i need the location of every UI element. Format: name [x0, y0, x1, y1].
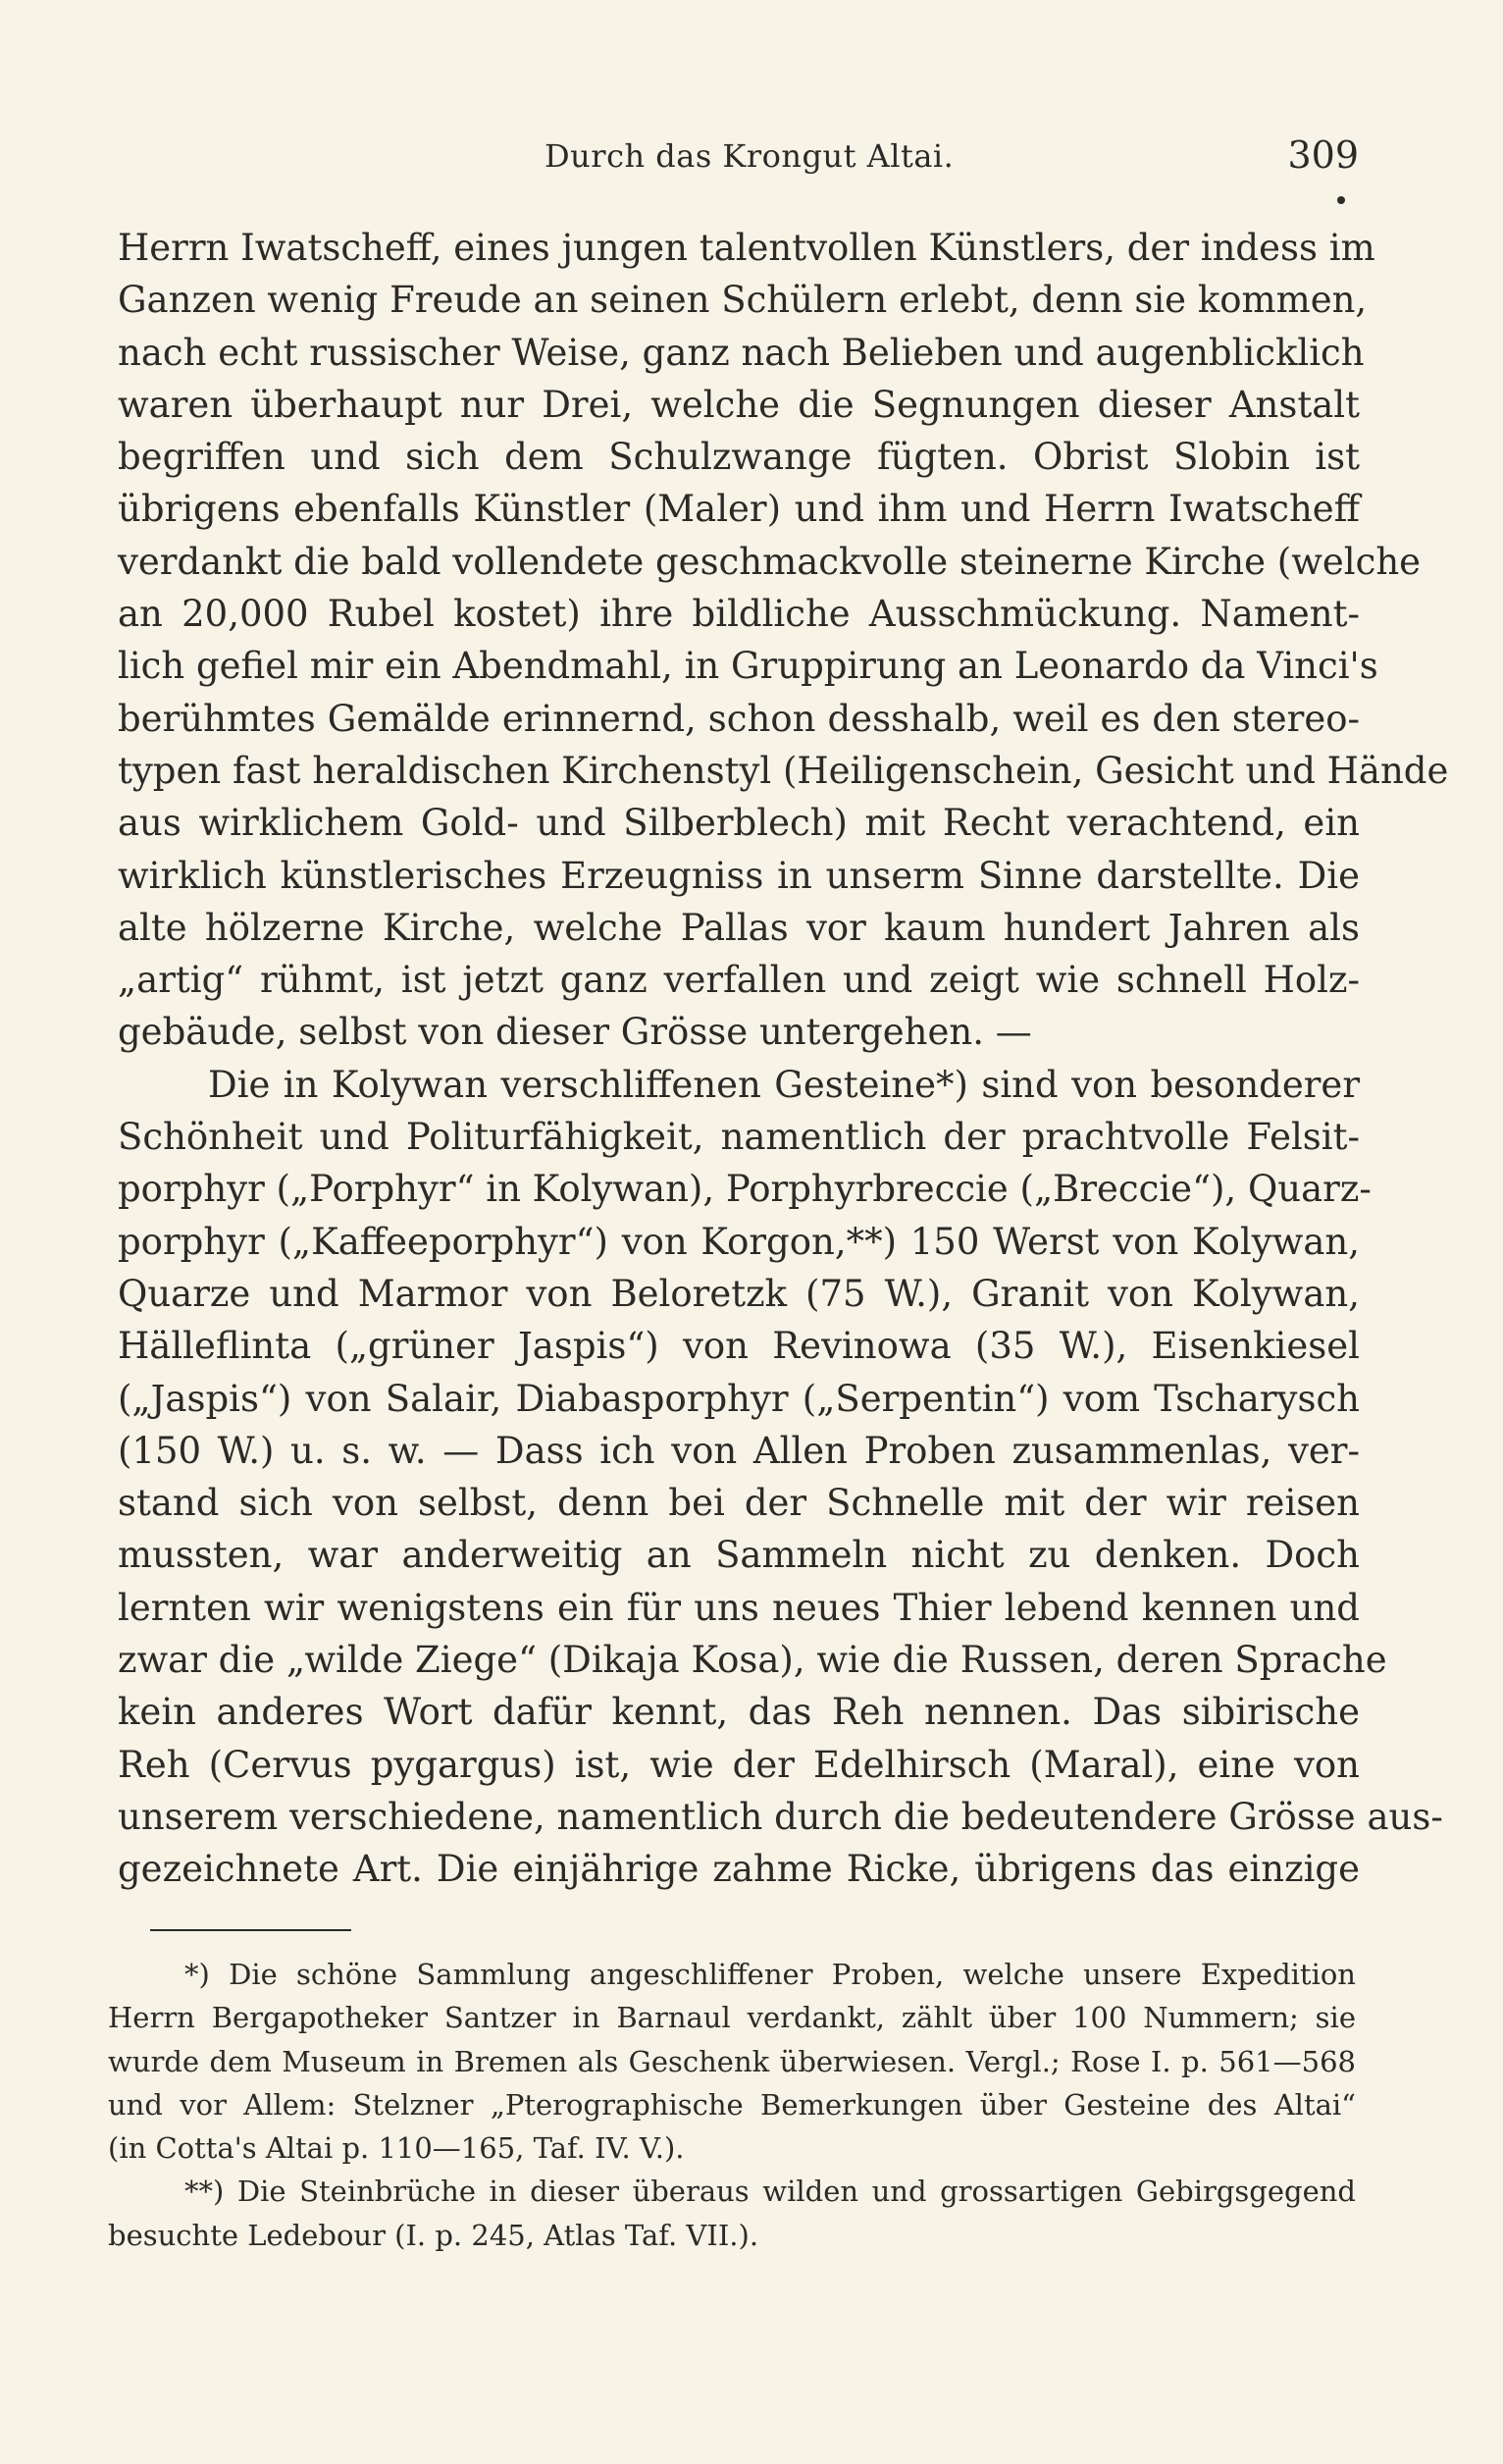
text-line: porphyr („Porphyr“ in Kolywan), Porphyrbreccie („Breccie“), Quarz- — [118, 1168, 1372, 1211]
text-line: stand sich von selbst, denn bei der Schnelle mit der wir reisen — [118, 1482, 1360, 1525]
text-line: alte hölzerne Kirche, welche Pallas vor kaum hundert Jahren als — [118, 906, 1360, 949]
text-line: („Jaspis“) von Salair, Diabasporphyr („Serpentin“) vom Tscharysch — [118, 1377, 1360, 1420]
text-line: Ganzen wenig Freude an seinen Schülern erlebt, denn sie kommen, — [118, 279, 1368, 322]
text-line: (150 W.) u. s. w. — Dass ich von Allen Proben zusammenlas, ver- — [118, 1429, 1360, 1472]
text-line: Reh (Cervus pygargus) ist, wie der Edelhirsch (Maral), eine von — [118, 1743, 1360, 1786]
text-line: mussten, war anderweitig an Sammeln nicht zu denken. Doch — [118, 1534, 1360, 1577]
text-line: nach echt russischer Weise, ganz nach Belieben und augenblicklich — [118, 331, 1365, 374]
page-number: 309 — [1287, 133, 1359, 177]
page-header — [118, 133, 1359, 186]
printer-mark-dot — [1337, 196, 1345, 204]
paragraph-start-line: Die in Kolywan verschliffenen Gesteine*) sind von besonderer — [208, 1063, 1360, 1106]
text-line: Herrn Iwatscheff, eines jungen talentvollen Künstlers, der indess im — [118, 227, 1375, 269]
text-line: lernten wir wenigstens ein für uns neues Thier lebend kennen und — [118, 1586, 1360, 1629]
footnotes — [108, 1953, 1356, 2257]
text-line: gezeichnete Art. Die einjährige zahme Ricke, übrigens das einzige — [118, 1848, 1360, 1891]
text-line: verdankt die bald vollendete geschmackvolle steinerne Kirche (welche — [118, 540, 1422, 583]
text-line: porphyr („Kaffeeporphyr“) von Korgon,**) 150 Werst von Kolywan, — [118, 1220, 1360, 1263]
text-line: übrigens ebenfalls Künstler (Maler) und ihm und Herrn Iwatscheff — [118, 488, 1360, 531]
text-line: an 20,000 Rubel kostet) ihre bildliche Ausschmückung. Nament- — [118, 593, 1360, 636]
text-line: Schönheit und Politurfähigkeit, namentlich der prachtvolle Felsit- — [118, 1116, 1360, 1159]
running-title: Durch das Krongut Altai. — [544, 137, 955, 175]
text-line: lich gefiel mir ein Abendmahl, in Gruppirung an Leonardo da Vinci's — [118, 645, 1378, 688]
text-line: berühmtes Gemälde erinnernd, schon desshalb, weil es den stereo- — [118, 697, 1360, 740]
text-line: begriffen und sich dem Schulzwange fügten. Obrist Slobin ist — [118, 436, 1360, 479]
text-line: „artig“ rühmt, ist jetzt ganz verfallen und zeigt wie schnell Holz- — [118, 959, 1360, 1002]
footnote-line: und vor Allem: Stelzner „Pterographische Bemerkungen über Gesteine des Altai“ — [108, 2087, 1356, 2122]
footnote-line: wurde dem Museum in Bremen als Geschenk überwiesen. Vergl.; Rose I. p. 561—568 — [108, 2044, 1356, 2078]
text-line: gebäude, selbst von dieser Grösse untergehen. — — [118, 1011, 1032, 1054]
text-line: aus wirklichem Gold- und Silberblech) mit Recht verachtend, ein — [118, 802, 1360, 845]
text-line: kein anderes Wort dafür kennt, das Reh nennen. Das sibirische — [118, 1691, 1360, 1734]
footnote-line: **) Die Steinbrüche in dieser überaus wilden und grossartigen Gebirgsgegend — [184, 2175, 1356, 2209]
text-line: wirklich künstlerisches Erzeugniss in unserm Sinne darstellte. Die — [118, 854, 1360, 897]
footnote-line: besuchte Ledebour (I. p. 245, Atlas Taf. VII.). — [108, 2218, 759, 2252]
footnote-line: (in Cotta's Altai p. 110—165, Taf. IV. V.). — [108, 2131, 685, 2166]
text-line: waren überhaupt nur Drei, welche die Segnungen dieser Anstalt — [118, 383, 1360, 426]
main-text — [118, 222, 1449, 1896]
text-line: Quarze und Marmor von Beloretzk (75 W.), Granit von Kolywan, — [118, 1272, 1360, 1315]
text-line: unserem verschiedene, namentlich durch die bedeutendere Grösse aus- — [118, 1795, 1443, 1838]
text-line: typen fast heraldischen Kirchenstyl (Heiligenschein, Gesicht und Hände — [118, 749, 1449, 792]
footnote-divider — [150, 1929, 351, 1931]
footnote-line: *) Die schöne Sammlung angeschliffener Proben, welche unsere Expedition — [184, 1958, 1356, 1991]
text-line: zwar die „wilde Ziege“ (Dikaja Kosa), wie die Russen, deren Sprache — [118, 1639, 1387, 1682]
text-line: Hälleflinta („grüner Jaspis“) von Revinowa (35 W.), Eisenkiesel — [118, 1325, 1360, 1368]
footnote-line: Herrn Bergapotheker Santzer in Barnaul verdankt, zählt über 100 Nummern; sie — [108, 2001, 1356, 2035]
